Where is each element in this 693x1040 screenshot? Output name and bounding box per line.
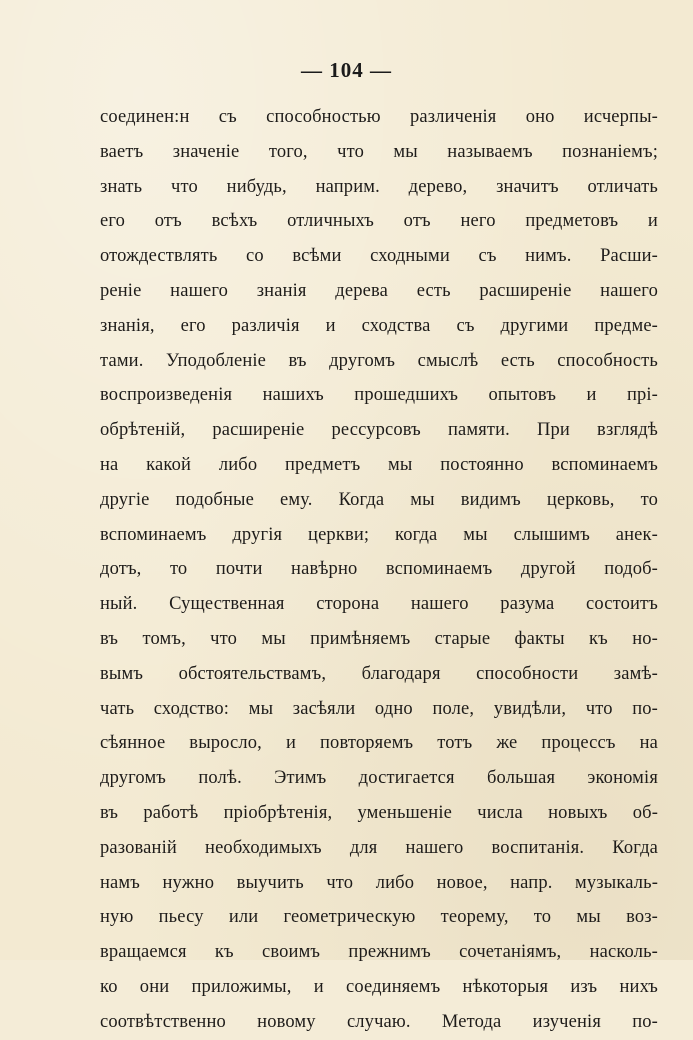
text-line: соединен:н съ способностью различенія оно исчерпы- bbox=[100, 107, 658, 127]
text-line: знать что нибудь, наприм. дерево, значитъ отличать bbox=[100, 176, 658, 197]
text-line: отождествлять со всѣми сходными съ нимъ. Расши- bbox=[100, 246, 658, 267]
text-line: другіе подобные ему. Когда мы видимъ церковь, то bbox=[100, 489, 658, 510]
text-line: другомъ полѣ. Этимъ достигается большая экономія bbox=[100, 768, 658, 789]
text-line: въ томъ, что мы примѣняемъ старые факты къ но- bbox=[100, 628, 658, 649]
page-number: — 104 — bbox=[301, 58, 392, 82]
text-line: въ работѣ пріобрѣтенія, уменьшеніе числа новыхъ об- bbox=[100, 802, 658, 823]
text-line: воспроизведенія нашихъ прошедшихъ опытовъ и прі- bbox=[100, 385, 658, 406]
text-line: соотвѣтственно новому случаю. Метода изученія по- bbox=[100, 1011, 658, 1032]
text-line: обрѣтеній, расширеніе рессурсовъ памяти. При взглядѣ bbox=[100, 420, 658, 441]
text-line: вымъ обстоятельствамъ, благодаря способности замѣ- bbox=[100, 663, 658, 684]
text-line: его отъ всѣхъ отличныхъ отъ него предметовъ и bbox=[100, 211, 658, 232]
text-line: ный. Существенная сторона нашего разума состоитъ bbox=[100, 594, 658, 615]
text-line: вращаемся къ своимъ прежнимъ сочетаніямъ, насколь- bbox=[100, 942, 658, 963]
text-line: вспоминаемъ другія церкви; когда мы слышимъ анек- bbox=[100, 524, 658, 545]
text-line: знанія, его различія и сходства съ другими предме- bbox=[100, 315, 658, 336]
text-line: дотъ, то почти навѣрно вспоминаемъ другой подоб- bbox=[100, 559, 658, 580]
body-text bbox=[100, 100, 658, 1040]
text-line: ную пьесу или геометрическую теорему, то мы воз- bbox=[100, 907, 658, 928]
text-line: тами. Уподобленіе въ другомъ смыслѣ есть способность bbox=[100, 350, 658, 371]
text-line: на какой либо предметъ мы постоянно вспоминаемъ bbox=[100, 454, 658, 475]
text-line: реніе нашего знанія дерева есть расширеніе нашего bbox=[100, 280, 658, 301]
text-line: ко они приложимы, и соединяемъ нѣкоторыя изъ нихъ bbox=[100, 976, 658, 997]
text-line: ваетъ значеніе того, что мы называемъ познаніемъ; bbox=[100, 141, 658, 162]
text-line: сѣянное выросло, и повторяемъ тотъ же процессъ на bbox=[100, 733, 658, 754]
text-line: чать сходство: мы засѣяли одно поле, увидѣли, что по- bbox=[100, 698, 658, 719]
text-line: намъ нужно выучить что либо новое, напр. музыкаль- bbox=[100, 872, 658, 893]
text-line: разованій необходимыхъ для нашего воспитанія. Когда bbox=[100, 837, 658, 858]
